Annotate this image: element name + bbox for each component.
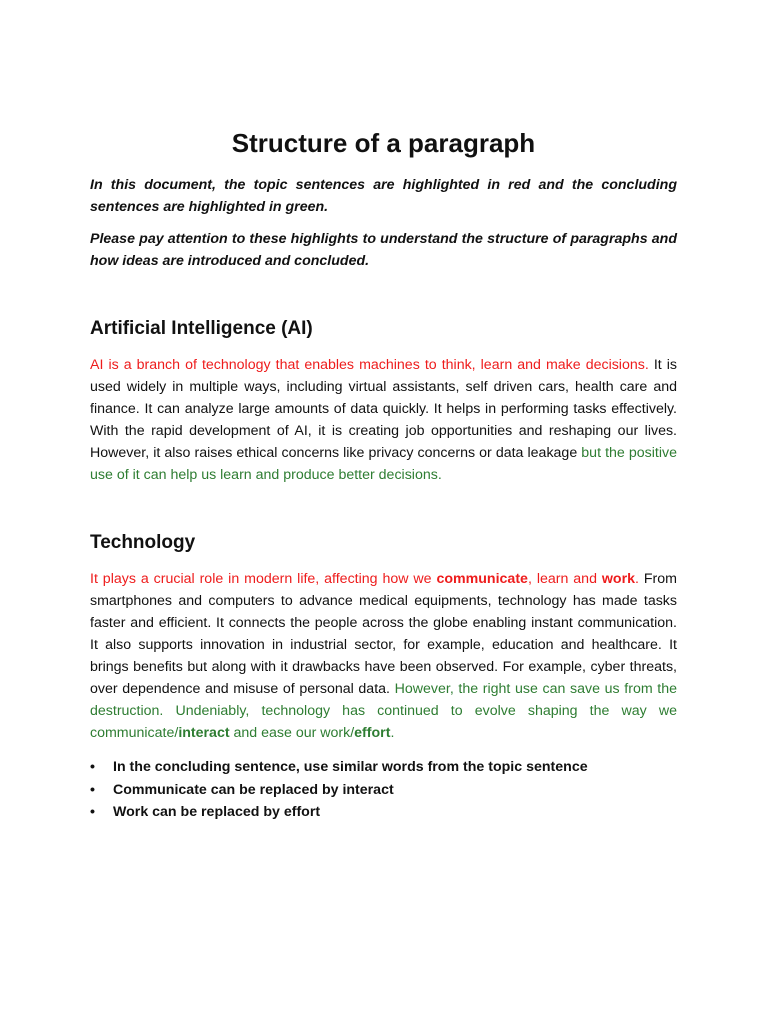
intro-paragraph-1: In this document, the topic sentences are highlighted in red and the concluding sentences are highlighted in green. (90, 177, 677, 215)
topic-text-3: . (635, 571, 639, 587)
list-item (90, 801, 677, 824)
conclusion-keyword-effort: effort (354, 725, 391, 741)
topic-keyword-communicate: communicate (436, 571, 528, 587)
list-item-text: Work can be replaced by effort (113, 804, 321, 820)
conclusion-text-1: However, the right use can save us from the destruction. Undeniably, technology has continued to evolve shaping the way we communicate/ (90, 681, 678, 741)
conclusion-text-2: and ease our work/ (229, 725, 355, 741)
ai-body-text: It is used widely in multiple ways, including virtual assistants, self driven cars, health care and finance. It can analyze large amounts of data quickly. It helps in performing tasks effectively. With the rapid development of AI, it is creating job opportunities and reshaping our lives. However, it also raises ethical concerns like privacy concerns or data leakage (90, 357, 677, 461)
technology-body-text: From smartphones and computers to advance medical equipments, technology has made tasks faster and efficient. It connects the people across the globe enabling instant communication. It also supports innovation in industrial sector, for example, education and healthcare. It brings benefits but along with it drawbacks have been observed. For example, cyber threats, over dependence and misuse of personal data. (90, 571, 677, 697)
topic-text-1: It plays a crucial role in modern life, affecting how we (90, 571, 437, 587)
list-item (90, 756, 677, 779)
page-title: Structure of a paragraph (231, 128, 536, 158)
ai-paragraph (90, 354, 677, 486)
list-item (90, 779, 677, 802)
bullet-icon: • (90, 804, 95, 820)
ai-topic-sentence: AI is a branch of technology that enables machines to think, learn and make decisions. (90, 357, 649, 373)
tips-list (90, 756, 677, 824)
intro-paragraph-2: Please pay attention to these highlights to understand the structure of paragraphs and how ideas are introduced and concluded. (90, 231, 677, 269)
ai-concluding-sentence: but the positive use of it can help us learn and produce better decisions. (90, 445, 677, 483)
list-item-text: Communicate can be replaced by interact (113, 781, 394, 798)
section-heading-technology: Technology (90, 532, 196, 553)
bullet-icon: • (90, 759, 95, 775)
topic-text-2: , learn and (527, 571, 602, 587)
technology-paragraph (90, 568, 677, 744)
section-heading-ai: Artificial Intelligence (AI) (90, 318, 313, 339)
bullet-icon: • (90, 781, 95, 798)
technology-topic-sentence (90, 571, 639, 587)
conclusion-text-3: . (390, 725, 395, 741)
topic-keyword-work: work (601, 571, 636, 587)
conclusion-keyword-interact: interact (178, 725, 230, 741)
list-item-text: In the concluding sentence, use similar words from the topic sentence (113, 759, 588, 775)
